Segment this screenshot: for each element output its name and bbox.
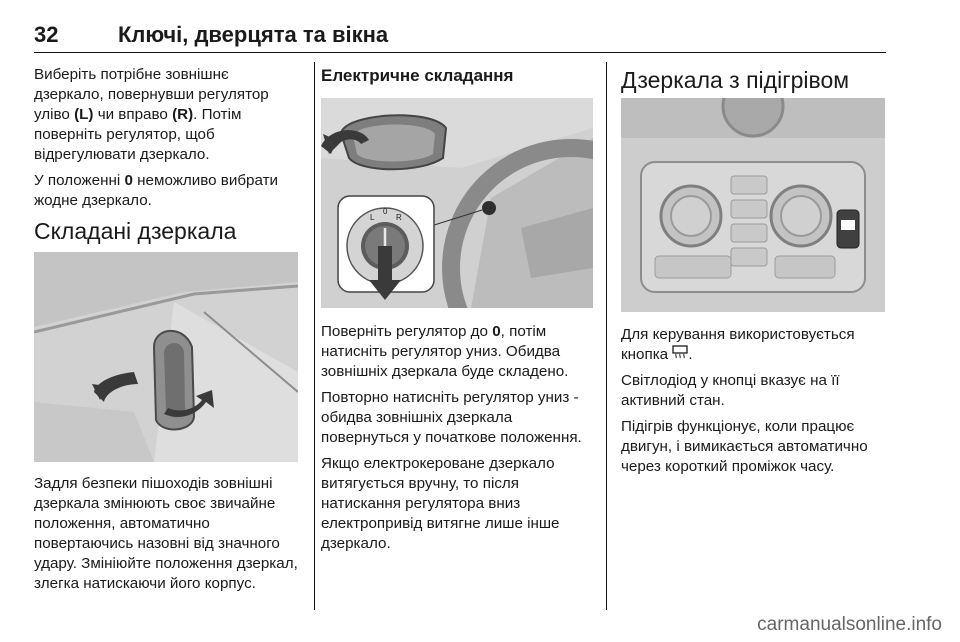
knob-label-zero: 0 xyxy=(383,207,388,216)
climate-panel-illustration xyxy=(621,98,885,312)
watermark: carmanualsonline.info xyxy=(757,614,942,635)
knob-label-right: R xyxy=(396,213,402,222)
column-divider-2 xyxy=(606,62,607,610)
paragraph-select-mirror: Виберіть потрібне зовнішнє дзеркало, повернувши регулятор уліво (L) чи вправо (R). Потім поверніть регулятор, щоб відрегулювати дзеркало. xyxy=(34,66,269,163)
column-2-text xyxy=(321,322,597,560)
column-3-text xyxy=(621,325,885,483)
paragraph-heating-operation: Підігрів функціонує, коли працює двигун, і вимикається автоматично через короткий проміжок часу. xyxy=(621,418,868,476)
header-rule xyxy=(34,52,886,53)
heading-folding-mirrors: Складані дзеркала xyxy=(34,218,237,244)
page-header xyxy=(34,22,886,50)
column-divider-1 xyxy=(314,62,315,610)
heated-mirror-icon xyxy=(672,345,688,365)
figure-heated-mirror-panel xyxy=(621,98,885,312)
paragraph-manual-extend: Якщо електрокероване дзеркало витягується вручну, то після натискання регулятора вниз електропривід витягне лише інше дзеркало. xyxy=(321,455,560,552)
paragraph-fold-instruction: Поверніть регулятор до 0, потім натисніть регулятор униз. Обидва зовнішніх дзеркала буде складено. xyxy=(321,323,569,380)
column-1 xyxy=(34,65,302,217)
paragraph-led-indicator: Світлодіод у кнопці вказує на її активний стан. xyxy=(621,372,840,410)
figure-electric-folding xyxy=(321,98,593,308)
knob-label-left: L xyxy=(370,213,375,222)
page-number: 32 xyxy=(34,22,59,47)
paragraph-position-zero: У положенні 0 неможливо вибрати жодне дзеркало. xyxy=(34,172,279,209)
paragraph-unfold-instruction: Повторно натисніть регулятор униз - обидва зовнішніх дзеркала повернуться у початкове положення. xyxy=(321,389,582,446)
heading-heated-mirrors: Дзеркала з підігрівом xyxy=(621,67,850,93)
figure-folding-mirror xyxy=(34,252,298,462)
paragraph-control-button: Для керування використовується кнопка . xyxy=(621,326,855,364)
page-title: Ключі, дверцята та вікна xyxy=(118,22,389,47)
heading-electric-folding: Електричне складання xyxy=(321,66,514,85)
electric-folding-illustration xyxy=(321,98,593,308)
folding-mirror-illustration xyxy=(34,252,298,462)
paragraph-pedestrian-safety: Задля безпеки пішоходів зовнішні дзеркала змінюють своє звичайне положення, автоматично повертаючись назовні від значного удару. Змініюйте положення дзеркал, злегка натискаючи його корпус. xyxy=(34,475,298,592)
